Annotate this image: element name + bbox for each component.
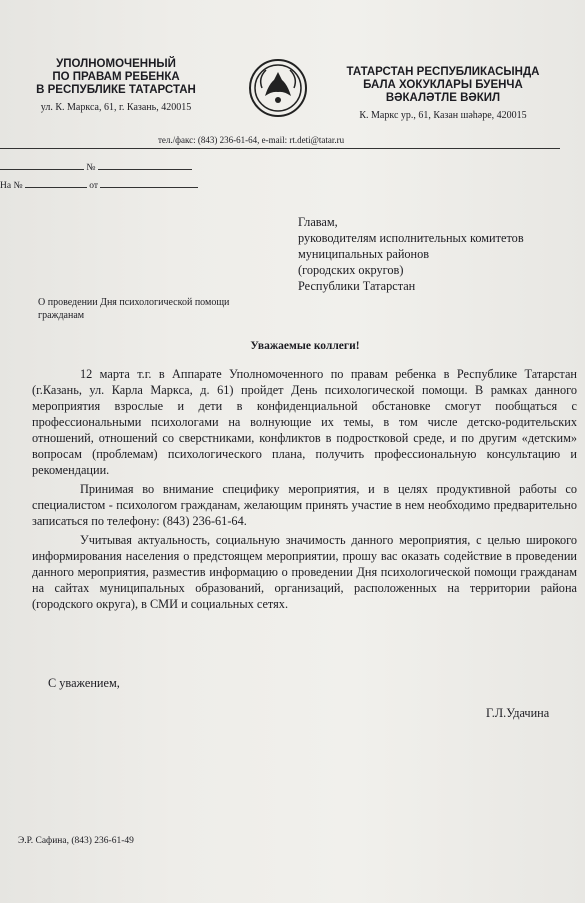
closing-phrase: С уважением, xyxy=(48,676,120,690)
body-paragraph: Учитывая актуальность, социальную значимость данного мероприятия, с целью широкого информирования населения о предстоящем мероприятии, прошу вас оказать содействие в проведении данного мероприятия, разместив информацию о проведении Дня психологической помощи гражданам на сайтах муниципальных образований, организаций, расположенных на территории района (городского округа), в СМИ и социальных сетях. xyxy=(32,533,577,611)
addressee-line: Республики Татарстан xyxy=(298,279,416,293)
sender-line: ВӘКАЛӘТЛЕ ВӘКИЛ xyxy=(385,92,501,104)
date-prefix: На № xyxy=(0,181,23,191)
addressee-line: Главам, xyxy=(298,215,338,229)
letter-body xyxy=(32,366,577,615)
body-paragraph: 12 марта т.г. в Аппарате Уполномоченного по правам ребенка в Республике Татарстан (г.Казань, ул. Карла Маркса, д. 61) пройдет День психологической помощи. В рамках данного мероприятия взрослые и дети в конфиденциальной обстановке смогут пообщаться с профессиональными психологами на волнующие их темы, в том числе детско-родительских отношений, отношений со сверстниками, конфликтов в подростковой среде, и по другим «детским» вопросам (проблемам) психологического плана, получить профессиональную консультацию и рекомендации. xyxy=(32,367,577,477)
sender-address-tt: К. Маркс ур., 61, Казан шәһәре, 420015 xyxy=(359,110,527,121)
blank-line xyxy=(0,160,84,170)
executor-contact: Э.Р. Сафина, (843) 236-61-49 xyxy=(18,836,134,846)
header-divider xyxy=(0,148,560,149)
blank-line xyxy=(100,178,198,188)
outgoing-number-row xyxy=(0,160,192,173)
sender-line: УПОЛНОМОЧЕННЫЙ xyxy=(56,58,176,70)
sender-line: В РЕСПУБЛИКЕ ТАТАРСТАН xyxy=(36,84,196,96)
incoming-number-row xyxy=(0,178,198,191)
sender-line: БАЛА ХОКУКЛАРЫ БУЕНЧА xyxy=(363,79,523,91)
contacts-line: тел./факс: (843) 236-61-64, e-mail: rt.deti@tatar.ru xyxy=(158,135,345,145)
body-paragraph: Принимая во внимание специфику мероприятия, и в целях продуктивной работы со специалистом - психологом гражданам, желающим принять участие в нем необходимо предварительно записаться по телефону: (843) 236-61-64. xyxy=(32,482,577,528)
sender-name-tt xyxy=(318,66,568,122)
number-label: № xyxy=(86,163,96,173)
addressee-line: (городских округов) xyxy=(298,263,404,277)
sender-address-ru: ул. К. Маркса, 61, г. Казань, 420015 xyxy=(40,102,192,113)
addressee-line: руководителям исполнительных комитетов xyxy=(298,231,524,245)
blank-line xyxy=(25,178,87,188)
letter-subject: О проведении Дня психологической помощи гражданам xyxy=(38,297,230,321)
addressee-block xyxy=(298,214,583,294)
blank-line xyxy=(98,160,192,170)
sender-line: ПО ПРАВАМ РЕБЕНКА xyxy=(52,71,180,83)
sender-name-ru xyxy=(6,58,226,114)
addressee-line: муниципальных районов xyxy=(298,247,430,261)
greeting: Уважаемые коллеги! xyxy=(250,340,360,352)
sender-line: ТАТАРСТАН РЕСПУБЛИКАСЫНДА xyxy=(346,66,540,78)
tatarstan-emblem-icon xyxy=(248,58,308,118)
from-label: от xyxy=(89,181,99,191)
signatory-name: Г.Л.Удачина xyxy=(486,706,550,720)
